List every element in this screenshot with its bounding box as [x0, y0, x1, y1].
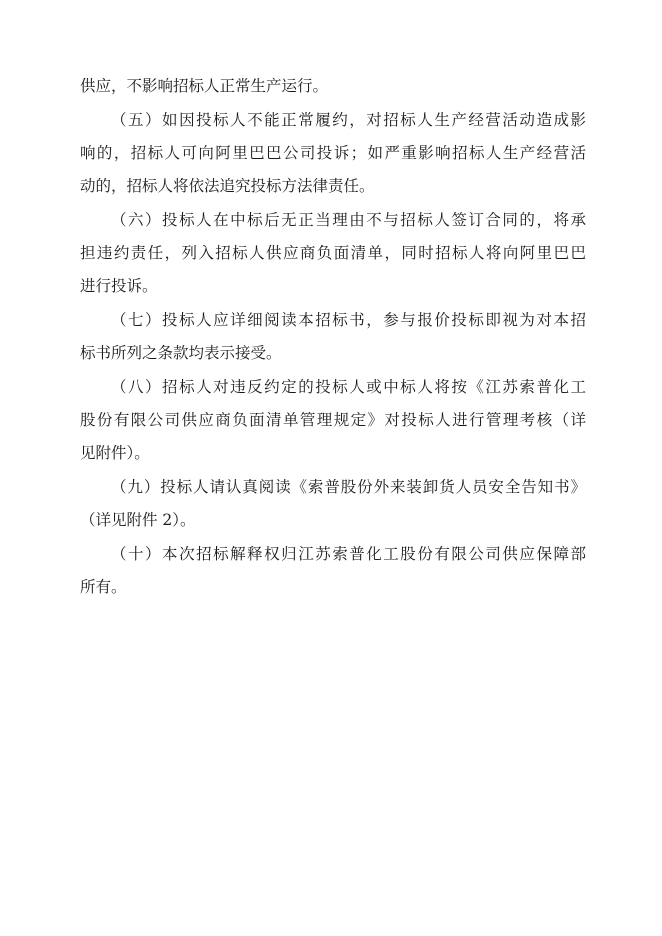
paragraph-clause-10 — [80, 538, 586, 604]
text-line: 担违约责任，列入招标人供应商负面清单，同时招标人将向阿里巴巴 — [80, 244, 586, 262]
text-line: 见附件）。 — [80, 444, 150, 462]
document-body — [80, 70, 586, 605]
text-line: （六）投标人在中标后无正当理由不与招标人签订合同的，将承 — [111, 211, 586, 229]
text-line: （七）投标人应详细阅读本招标书，参与报价投标即视为对本招 — [111, 311, 586, 329]
text-line: （九）投标人请认真阅读《索普股份外来装卸货人员安全告知书》 — [111, 478, 586, 496]
text-line: 响的，招标人可向阿里巴巴公司投诉；如严重影响招标人生产经营活 — [80, 144, 586, 162]
text-line: （十）本次招标解释权归江苏索普化工股份有限公司供应保障部 — [111, 545, 586, 563]
paragraph-clause-9 — [80, 471, 586, 537]
paragraph-clause-6 — [80, 204, 586, 303]
text-line: 标书所列之条款均表示接受。 — [80, 344, 282, 362]
text-line: 供应，不影响招标人正常生产运行。 — [80, 77, 329, 95]
text-line: 股份有限公司供应商负面清单管理规定》对投标人进行管理考核（详 — [80, 411, 586, 429]
text-line: 进行投诉。 — [80, 277, 158, 295]
text-line: 所有。 — [80, 578, 127, 596]
text-line: （详见附件 2）。 — [80, 511, 196, 529]
paragraph-clause-7 — [80, 304, 586, 370]
paragraph-continuation — [80, 70, 586, 103]
paragraph-clause-5 — [80, 104, 586, 203]
text-line: （八）招标人对违反约定的投标人或中标人将按《江苏索普化工 — [111, 378, 586, 396]
text-line: （五）如因投标人不能正常履约，对招标人生产经营活动造成影 — [111, 111, 586, 129]
paragraph-clause-8 — [80, 371, 586, 470]
text-line: 动的，招标人将依法追究投标方法律责任。 — [80, 177, 375, 195]
